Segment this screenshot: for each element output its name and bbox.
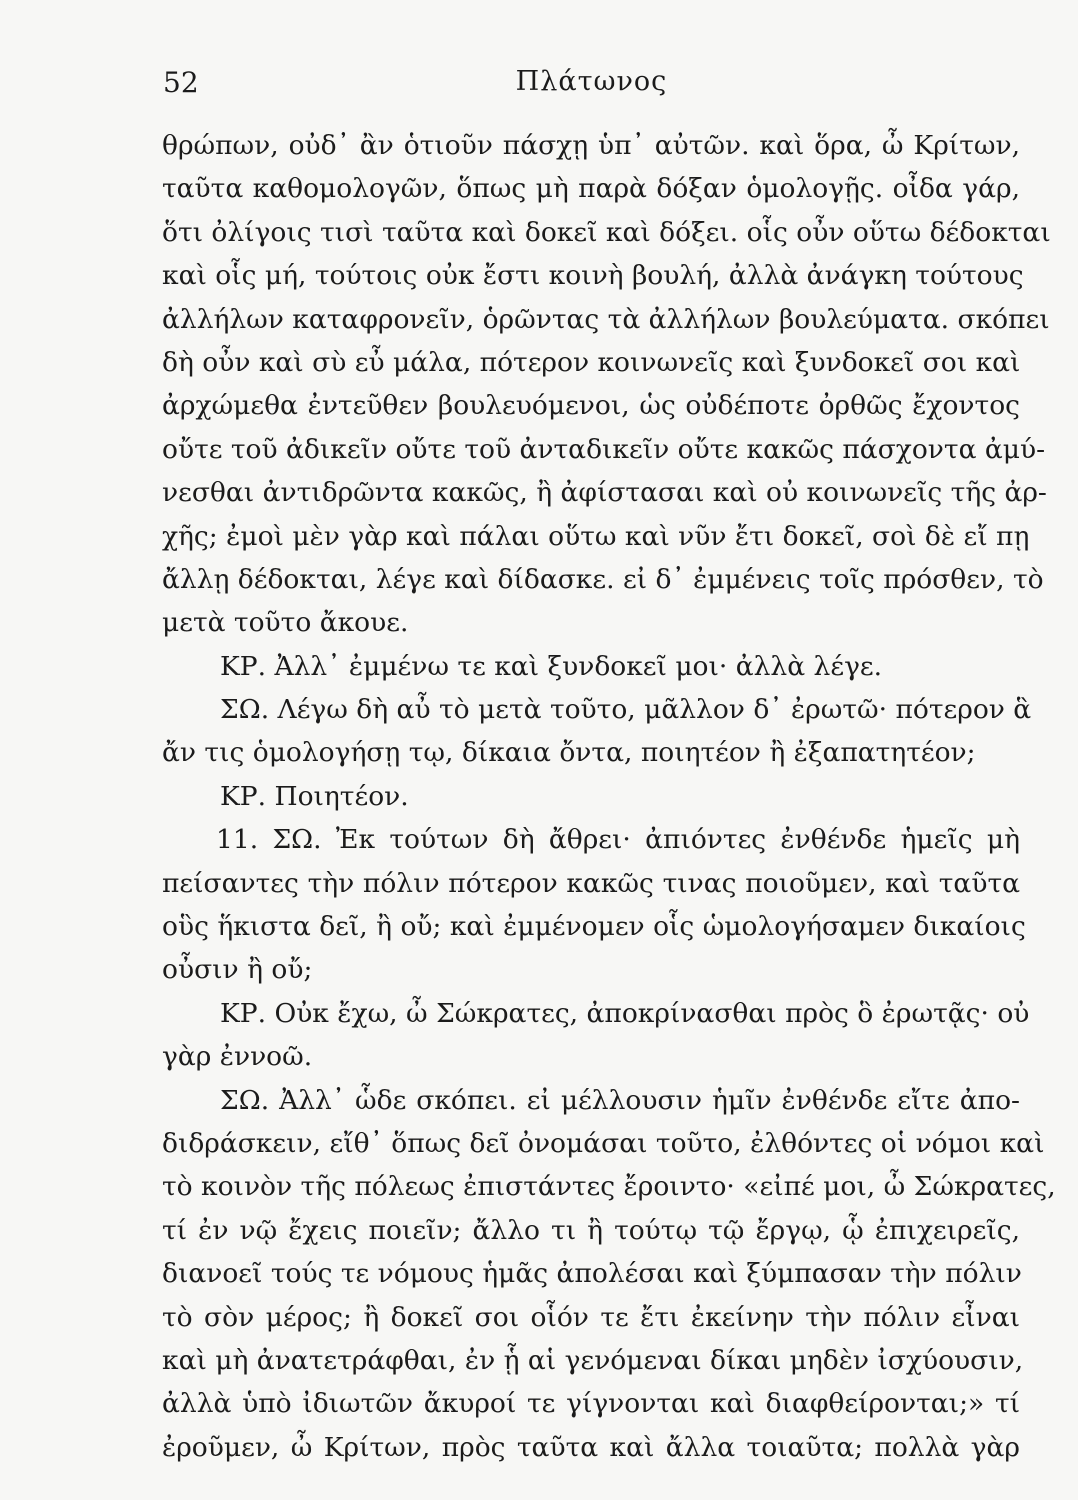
text-line: τὸ κοινὸν τῆς πόλεως ἐπιστάντες ἔροιντο· «εἰπέ μοι, ὦ Σώκρατες, bbox=[162, 1171, 1056, 1203]
text-line: διδράσκειν, εἴθ᾽ ὅπως δεῖ ὀνομάσαι τοῦτο, ἐλθόντες οἱ νόμοι καὶ bbox=[162, 1127, 1045, 1159]
text-body bbox=[162, 124, 1056, 1469]
speaker-line: ΣΩ. Λέγω δὴ αὖ τὸ μετὰ τοῦτο, μᾶλλον δ᾽ ἐρωτῶ· πότερον ἃ bbox=[220, 694, 1032, 726]
text-line: μετὰ τοῦτο ἄκουε. bbox=[162, 607, 409, 639]
text-line: δὴ οὖν καὶ σὺ εὖ μάλα, πότερον κοινωνεῖς καὶ ξυνδοκεῖ σοι καὶ bbox=[162, 346, 1021, 378]
text-line: ἀλλὰ ὑπὸ ἰδιωτῶν ἄκυροί τε γίγνονται καὶ διαφθείρονται;» τί bbox=[162, 1388, 1020, 1420]
text-line: νεσθαι ἀντιδρῶντα κακῶς, ἢ ἀφίστασαι καὶ οὐ κοινωνεῖς τῆς ἀρ- bbox=[162, 477, 1047, 509]
text-line: ἀρχώμεθα ἐντεῦθεν βουλευόμενοι, ὡς οὐδέποτε ὀρθῶς ἔχοντος bbox=[162, 390, 1020, 422]
text-line: ὅτι ὀλίγοις τισὶ ταῦτα καὶ δοκεῖ καὶ δόξει. οἷς οὖν οὕτω δέδοκται bbox=[162, 216, 1051, 248]
text-line: οὓς ἥκιστα δεῖ, ἢ οὔ; καὶ ἐμμένομεν οἷς ὡμολογήσαμεν δικαίοις bbox=[162, 911, 1026, 943]
running-title: Πλάτωνος bbox=[515, 66, 668, 97]
text-line: οὔτε τοῦ ἀδικεῖν οὔτε τοῦ ἀνταδικεῖν οὔτε κακῶς πάσχοντα ἀμύ- bbox=[162, 433, 1046, 465]
page-header bbox=[163, 66, 1020, 110]
text-line: οὖσιν ἢ οὔ; bbox=[162, 954, 313, 986]
speaker-line: ΚΡ. Οὐκ ἔχω, ὦ Σώκρατες, ἀποκρίνασθαι πρὸς ὃ ἐρωτᾷς· οὐ bbox=[220, 997, 1030, 1029]
text-line: ἀλλήλων καταφρονεῖν, ὁρῶντας τὰ ἀλλήλων βουλεύματα. σκόπει bbox=[162, 303, 1050, 335]
text-line: καὶ οἷς μή, τούτοις οὐκ ἔστι κοινὴ βουλή, ἀλλὰ ἀνάγκη τούτους bbox=[162, 260, 1024, 292]
speaker-line: ΚΡ. Ποιητέον. bbox=[220, 780, 409, 812]
text-line: θρώπων, οὐδ᾽ ἂν ὁτιοῦν πάσχῃ ὑπ᾽ αὐτῶν. καὶ ὅρα, ὦ Κρίτων, bbox=[162, 130, 1020, 161]
speaker-line: ΣΩ. Ἀλλ᾽ ὧδε σκόπει. εἰ μέλλουσιν ἡμῖν ἐνθένδε εἴτε ἀπο- bbox=[220, 1084, 1020, 1116]
text-line: ταῦτα καθομολογῶν, ὅπως μὴ παρὰ δόξαν ὁμολογῇς. οἶδα γάρ, bbox=[162, 173, 1020, 205]
page-number: 52 bbox=[163, 66, 199, 99]
text-line: τὸ σὸν μέρος; ἢ δοκεῖ σοι οἷόν τε ἔτι ἐκείνην τὴν πόλιν εἶναι bbox=[162, 1301, 1020, 1333]
text-line: γὰρ ἐννοῶ. bbox=[162, 1041, 313, 1073]
text-line: ἐροῦμεν, ὦ Κρίτων, πρὸς ταῦτα καὶ ἄλλα τοιαῦτα; πολλὰ γὰρ bbox=[162, 1431, 1020, 1463]
text-line: πείσαντες τὴν πόλιν πότερον κακῶς τινας ποιοῦμεν, καὶ ταῦτα bbox=[162, 867, 1020, 899]
speaker-line: ΚΡ. Ἀλλ᾽ ἐμμένω τε καὶ ξυνδοκεῖ μοι· ἀλλὰ λέγε. bbox=[220, 650, 883, 682]
text-line: καὶ μὴ ἀνατετράφθαι, ἐν ᾗ αἱ γενόμεναι δίκαι μηδὲν ἰσχύουσιν, bbox=[162, 1344, 1024, 1376]
text-line: ἄλλῃ δέδοκται, λέγε καὶ δίδασκε. εἰ δ᾽ ἐμμένεις τοῖς πρόσθεν, τὸ bbox=[162, 563, 1044, 595]
section-line: 11. ΣΩ. Ἐκ τούτων δὴ ἄθρει· ἀπιόντες ἐνθένδε ἡμεῖς μὴ bbox=[216, 824, 1020, 856]
text-line: χῆς; ἐμοὶ μὲν γὰρ καὶ πάλαι οὕτω καὶ νῦν ἔτι δοκεῖ, σοὶ δὲ εἴ πῃ bbox=[162, 520, 1030, 552]
text-line: διανοεῖ τούς τε νόμους ἡμᾶς ἀπολέσαι καὶ ξύμπασαν τὴν πόλιν bbox=[162, 1258, 1022, 1290]
text-line: ἄν τις ὁμολογήσῃ τῳ, δίκαια ὄντα, ποιητέον ἢ ἐξαπατητέον; bbox=[162, 737, 976, 769]
text-line: τί ἐν νῷ ἔχεις ποιεῖν; ἄλλο τι ἢ τούτῳ τῷ ἔργῳ, ᾧ ἐπιχειρεῖς, bbox=[162, 1214, 1020, 1246]
